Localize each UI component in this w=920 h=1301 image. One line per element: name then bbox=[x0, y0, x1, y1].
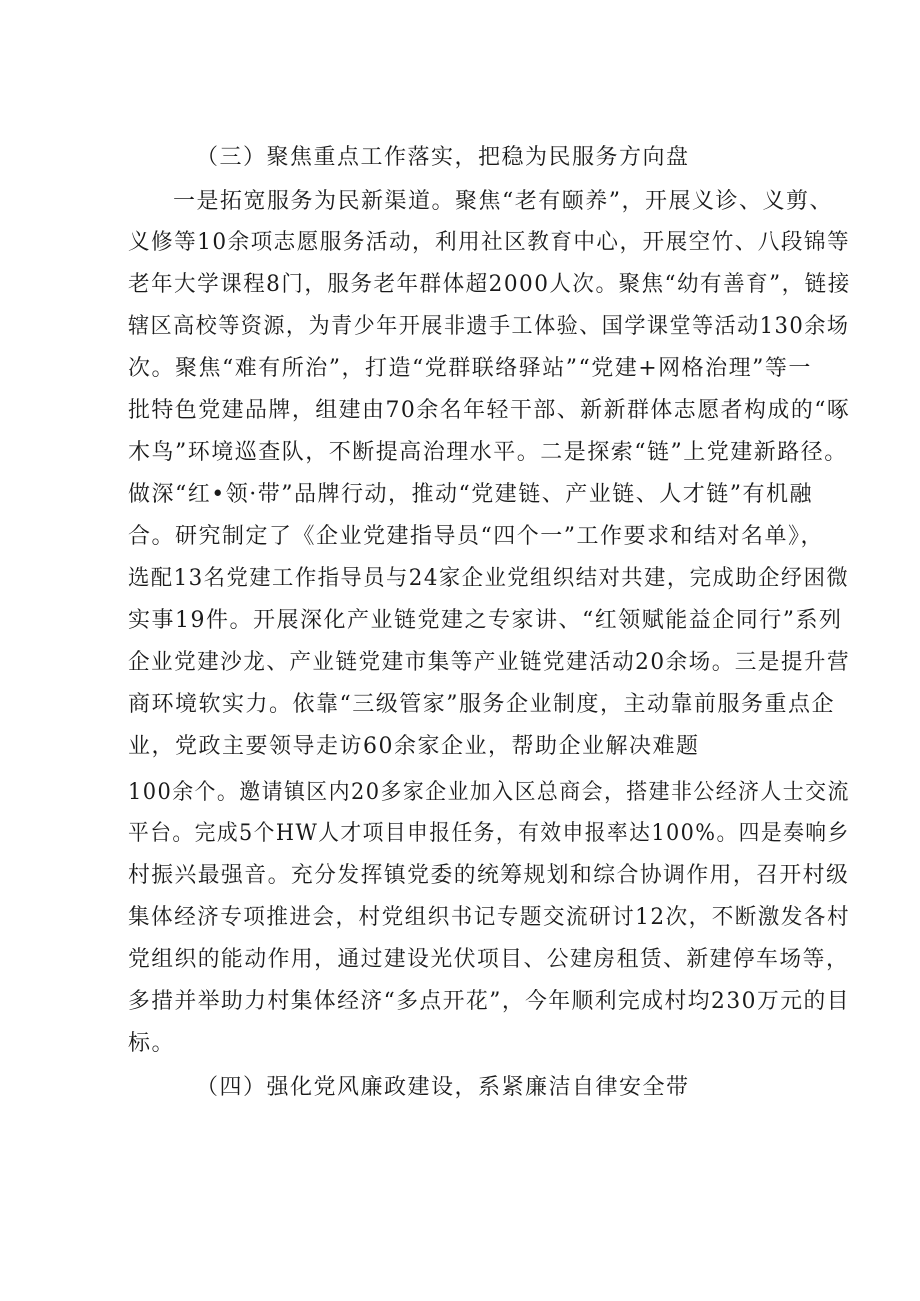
paragraph-line: 义修等10余项志愿服务活动，利用社区教育中心，开展空竹、八段锦等 bbox=[128, 230, 851, 255]
paragraph-line: 实事19件。开展深化产业链党建之专家讲、“红领赋能益企同行”系列 bbox=[128, 608, 843, 633]
paragraph-line: 标。 bbox=[128, 1031, 176, 1056]
section-3-heading: （三）聚焦重点工作落实，把稳为民服务方向盘 bbox=[196, 145, 690, 170]
paragraph-line: 集体经济专项推进会，村党组织书记专题交流研讨12次，不断激发各村 bbox=[128, 905, 851, 930]
paragraph-line: 批特色党建品牌，组建由70余名年轻干部、新新群体志愿者构成的“啄 bbox=[128, 398, 851, 423]
paragraph-line: 次。聚焦“难有所治”，打造“党群联络驿站”“党建+网格治理”等一 bbox=[128, 356, 812, 381]
paragraph-line: 业，党政主要领导走访60余家企业，帮助企业解决难题 bbox=[128, 734, 700, 759]
paragraph-line: 做深“红•领·带”品牌行动，推动“党建链、产业链、人才链”有机融 bbox=[128, 482, 813, 507]
paragraph-line: 一是拓宽服务为民新渠道。聚焦“老有颐养”，开展义诊、义剪、 bbox=[173, 189, 833, 214]
paragraph-line: 木鸟”环境巡查队，不断提高治理水平。二是探索“链”上党建新路径。 bbox=[128, 440, 848, 465]
paragraph-line: 企业党建沙龙、产业链党建市集等产业链党建活动20余场。三是提升营 bbox=[128, 650, 851, 675]
paragraph-line: 商环境软实力。依靠“三级管家”服务企业制度，主动靠前服务重点企 bbox=[128, 692, 835, 717]
paragraph-line: 村振兴最强音。充分发挥镇党委的统筹规划和综合协调作用，召开村级 bbox=[128, 863, 850, 888]
paragraph-line: 合。研究制定了《企业党建指导员“四个一”工作要求和结对名单》， bbox=[128, 524, 824, 549]
section-4-heading: （四）强化党风廉政建设，系紧廉洁自律安全带 bbox=[196, 1075, 690, 1100]
paragraph-line: 老年大学课程8门，服务老年群体超2000人次。聚焦“幼有善育”，链接 bbox=[128, 272, 851, 297]
paragraph-line: 选配13名党建工作指导员与24家企业党组织结对共建，完成助企纾困微 bbox=[128, 566, 850, 591]
paragraph-line: 党组织的能动作用，通过建设光伏项目、公建房租赁、新建停车场等， bbox=[128, 947, 850, 972]
paragraph-line: 100余个。邀请镇区内20多家企业加入区总商会，搭建非公经济人士交流 bbox=[128, 780, 850, 805]
paragraph-line: 平台。完成5个HW人才项目申报任务，有效申报率达100%。四是奏响乡 bbox=[128, 821, 850, 846]
paragraph-line: 辖区高校等资源，为青少年开展非遗手工体验、国学课堂等活动130余场 bbox=[128, 314, 850, 339]
paragraph-line: 多措并举助力村集体经济“多点开花”，今年顺利完成村均230万元的目 bbox=[128, 989, 850, 1014]
